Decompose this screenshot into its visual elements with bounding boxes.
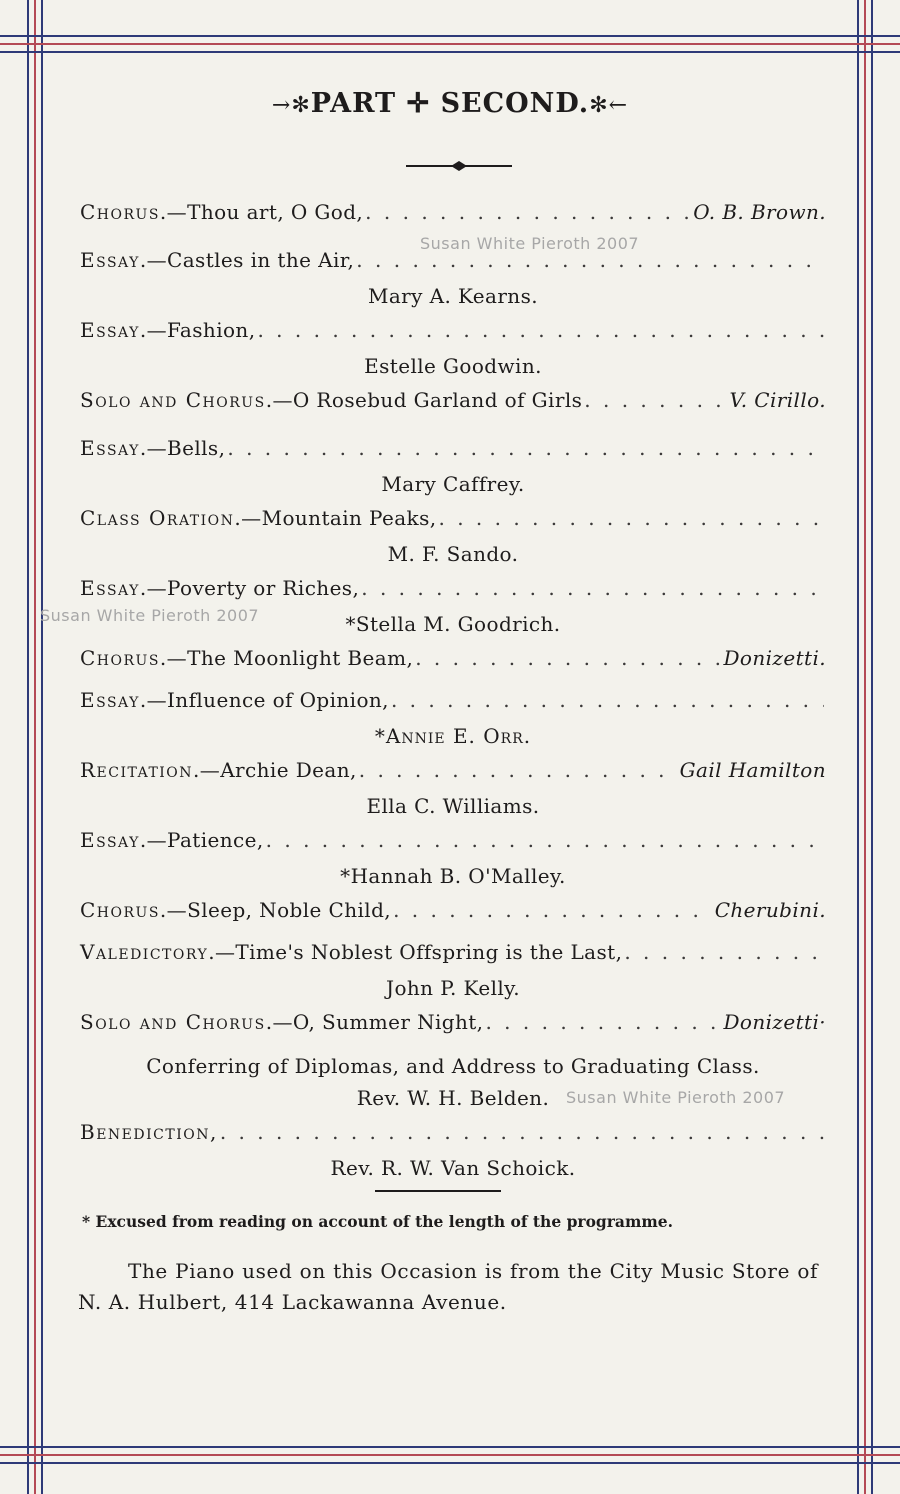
heading-right-ornament: ✻←: [589, 93, 629, 118]
item-title: Archie Dean,: [220, 758, 357, 782]
item-title: Sleep, Noble Child,: [187, 898, 392, 922]
program-item: Essay .— Castles in the Air, . . .: [80, 248, 826, 284]
item-person: *Stella M. Goodrich.: [345, 612, 561, 636]
item-kind: Chorus: [80, 646, 160, 670]
item-title: Fashion,: [167, 318, 256, 342]
item-person: Estelle Goodwin.: [364, 354, 542, 378]
program-item: Solo and Chorus .— O, Summer Night, . . . Donizetti·: [80, 1010, 826, 1046]
benediction-kind: Benediction,: [80, 1120, 218, 1144]
item-person: Mary Caffrey.: [381, 472, 525, 496]
item-person: John P. Kelly.: [386, 976, 520, 1000]
item-title: Influence of Opinion,: [167, 688, 389, 712]
heading-title: PART ✛ SECOND.: [310, 88, 590, 119]
item-composer: Donizetti·: [723, 1010, 826, 1034]
item-title: Time's Noblest Offspring is the Last,: [235, 940, 623, 964]
diamond-divider: [406, 158, 512, 174]
item-person: Mary A. Kearns.: [367, 284, 538, 308]
item-kind: Essay: [80, 318, 140, 342]
item-title: The Moonlight Beam,: [187, 646, 414, 670]
item-kind: Essay: [80, 828, 140, 852]
short-divider: [375, 1190, 501, 1192]
program-item: Chorus .— The Moonlight Beam, . . . Donizetti.: [80, 646, 826, 682]
conferring-person: Rev. W. H. Belden.: [356, 1086, 550, 1110]
benediction-item: [80, 1120, 826, 1156]
item-composer: O. B. Brown.: [693, 200, 826, 224]
program-item: Recitation .— Archie Dean, . . . Gail Hamilton: [80, 758, 826, 794]
program-item: Valedictory .— Time's Noblest Offspring is the Last, . . .: [80, 940, 826, 976]
program-item: Essay .— Fashion, . . .: [80, 318, 826, 354]
item-title: O, Summer Night,: [292, 1010, 484, 1034]
item-kind: Essay: [80, 248, 140, 272]
piano-note: The Piano used on this Occasion is from the City Music Store of N. A. Hulbert, 414 Lackawanna Avenue.: [78, 1259, 818, 1314]
item-person: M. F. Sando.: [387, 542, 519, 566]
item-kind: Valedictory: [80, 940, 209, 964]
item-kind: Solo and Chorus: [80, 388, 266, 412]
item-composer: V. Cirillo.: [729, 388, 826, 412]
item-kind: Recitation: [80, 758, 194, 782]
item-kind: Chorus: [80, 898, 160, 922]
program-item: Essay .— Bells, . . .: [80, 436, 826, 472]
item-title: Bells,: [167, 436, 226, 460]
watermark: Susan White Pieroth 2007: [420, 234, 640, 253]
program-item: Essay .— Poverty or Riches, . . .: [80, 576, 826, 612]
item-kind: Essay: [80, 576, 140, 600]
conferring-line: Conferring of Diplomas, and Address to Graduating Class.: [146, 1054, 760, 1078]
benediction-person: Rev. R. W. Van Schoick.: [330, 1156, 576, 1180]
program-item: Chorus .— Thou art, O God, . . . O. B. Brown.: [80, 200, 826, 236]
item-title: Poverty or Riches,: [167, 576, 360, 600]
program-item: Solo and Chorus .— O Rosebud Garland of Girls . . . V. Cirillo.: [80, 388, 826, 424]
item-kind: Chorus: [80, 200, 160, 224]
program-item: Essay .— Patience, . . .: [80, 828, 826, 864]
item-kind: Essay: [80, 688, 140, 712]
program-item: Essay .— Influence of Opinion, . . .: [80, 688, 826, 724]
program-item: Class Oration .— Mountain Peaks, . . .: [80, 506, 826, 542]
item-title: Mountain Peaks,: [261, 506, 437, 530]
item-title: O Rosebud Garland of Girls: [292, 388, 583, 412]
item-title: Castles in the Air,: [167, 248, 355, 272]
item-composer: Cherubini.: [714, 898, 826, 922]
item-kind: Class Oration: [80, 506, 235, 530]
item-title: Patience,: [167, 828, 264, 852]
program-item: Chorus .— Sleep, Noble Child, . . . Cherubini.: [80, 898, 826, 934]
heading-left-ornament: →✻: [271, 93, 311, 118]
watermark: Susan White Pieroth 2007: [40, 606, 260, 625]
program-list: [80, 200, 826, 1190]
item-person: Ella C. Williams.: [366, 794, 540, 818]
watermark: Susan White Pieroth 2007: [566, 1088, 786, 1107]
footnote: * Excused from reading on account of the length of the programme.: [82, 1212, 674, 1231]
item-title: Thou art, O God,: [187, 200, 364, 224]
item-composer: Donizetti.: [723, 646, 826, 670]
item-person: *Annie E. Orr.: [374, 724, 532, 748]
item-kind: Solo and Chorus: [80, 1010, 266, 1034]
item-kind: Essay: [80, 436, 140, 460]
item-composer: Gail Hamilton: [679, 758, 826, 782]
item-person: *Hannah B. O'Malley.: [340, 864, 566, 888]
page-heading: [0, 88, 900, 119]
